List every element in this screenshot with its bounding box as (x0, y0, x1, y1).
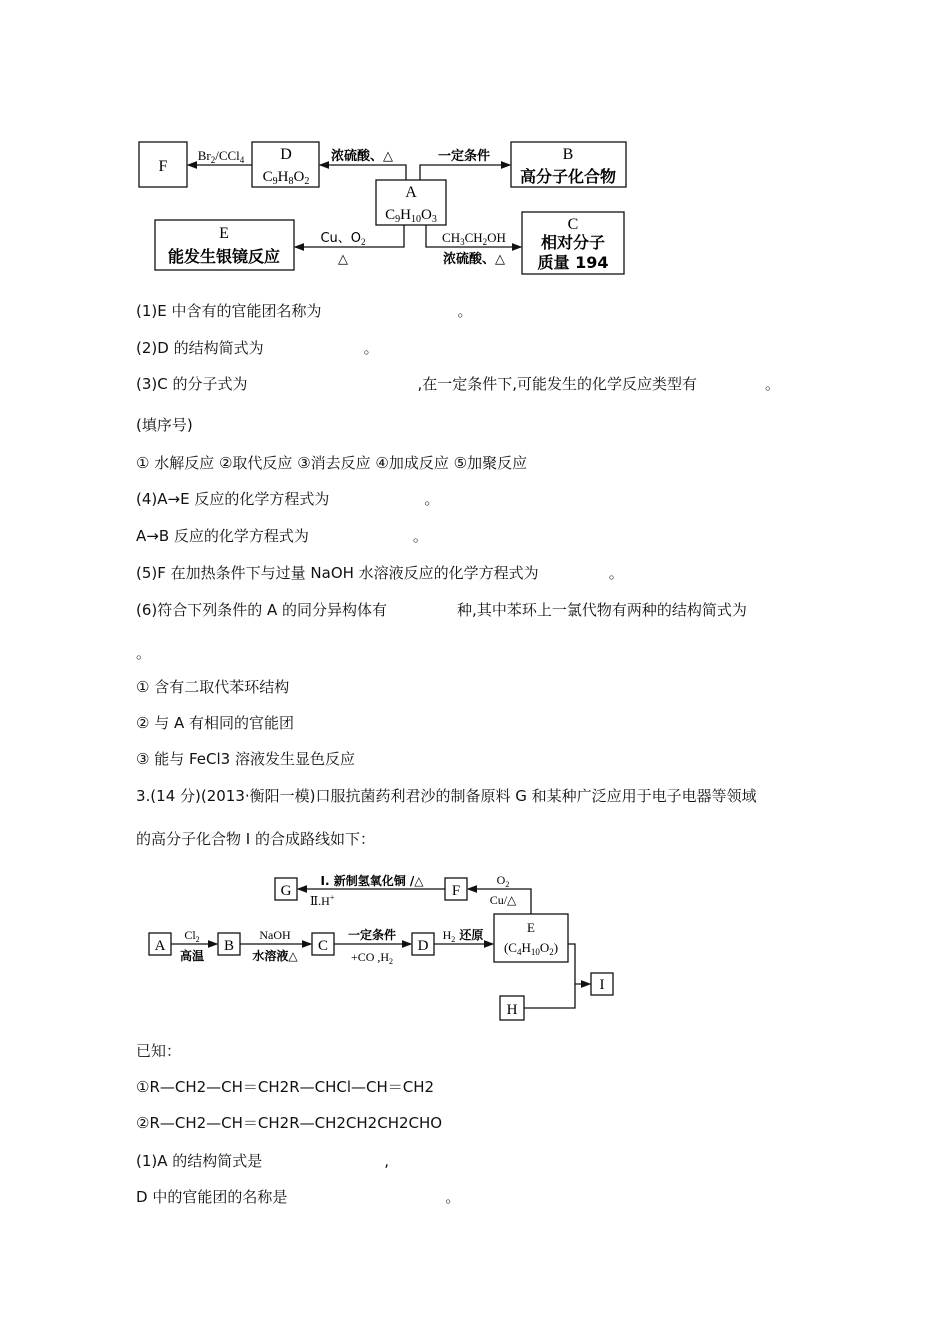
desc-B: 高分子化合物 (519, 167, 617, 186)
q2-4b-end: 。 (412, 527, 428, 545)
question-3-intro-1: 3.(14 分)(2013·衡阳一模)口服抗菌药利君沙的制备原料 G 和某种广泛应用于电子电器等领域 (136, 787, 757, 805)
q2-2-end: 。 (363, 339, 379, 357)
q3-1-text: (1)A 的结构简式是 (136, 1152, 263, 1170)
question-2-2 (136, 338, 379, 358)
arrow-label-AE-top: Cu、$O_2$ (320, 231, 366, 247)
known-1: ①R—CH2—CH＝CH2R—CHCl—CH＝CH2 (136, 1078, 435, 1096)
question-2-3-note: (填序号) (136, 416, 193, 434)
question-2-4a (136, 489, 439, 509)
label2-A: A (154, 938, 166, 954)
desc-E: 能发生银镜反应 (167, 247, 281, 266)
question-2-4b (136, 526, 428, 546)
condition-3: ③ 能与 FeCl3 溶液发生显色反应 (136, 750, 355, 768)
label2-E: E (527, 920, 535, 935)
arrow2-label-CD-bottom: +CO $,H_2$ (350, 950, 394, 966)
label-D: D (280, 146, 292, 163)
label2-F: F (451, 883, 461, 899)
q2-6-mid: 种,其中苯环上一氯代物有两种的结构简式为 (457, 601, 747, 619)
q2-3-end: 。 (765, 375, 781, 393)
q2-5-text: (5)F 在加热条件下与过量 NaOH 水溶液反应的化学方程式为 (136, 564, 539, 582)
arrow-label-DF: $Br_2/CCl_4$ (197, 148, 245, 165)
question-3-1 (136, 1151, 389, 1171)
q3-1-end: , (384, 1152, 390, 1170)
q2-6-text: (6)符合下列条件的 A 的同分异构体有 (136, 601, 388, 619)
arrow-label-AE-bottom: △ (338, 251, 348, 266)
arrow2-label-BC-top: NaOH (259, 928, 291, 942)
arrow2-label-AB-top: $Cl_2$ (184, 928, 200, 944)
arrow2-label-BC-bottom: 水溶液△ (252, 949, 298, 963)
arrow2-label-AB-bottom: 高温 (179, 949, 205, 963)
formula-D: $C_9H_8O_2$ (262, 169, 310, 187)
question-2-1 (136, 301, 473, 321)
q2-4b-text: A→B 反应的化学方程式为 (136, 527, 309, 545)
desc-C-2: 质量 194 (537, 253, 609, 272)
question-2-3 (136, 374, 780, 394)
arrow2-label-FG-top: Ⅰ. 新制氢氧化铜 /△ (320, 874, 424, 888)
label-A: A (405, 184, 417, 201)
arrow-label-AC-top: $CH_3CH_2OH$ (442, 230, 506, 247)
reaction-diagram-1 (0, 0, 950, 290)
formula2-E: $(C_4H_{10}O_2)$ (503, 940, 559, 957)
label-E: E (219, 225, 229, 242)
arrow-label-AB: 一定条件 (437, 149, 491, 164)
question-3-1b (136, 1187, 460, 1207)
question-2-6 (136, 600, 747, 620)
arrow2-label-CD-top: 一定条件 (347, 928, 397, 942)
q2-5-end: 。 (608, 564, 624, 582)
arrow2-label-DE-top: $H_2$ 还原 (442, 928, 484, 944)
q3-1b-text: D 中的官能团的名称是 (136, 1188, 288, 1206)
label-C: C (567, 216, 579, 233)
label2-I: I (599, 977, 605, 993)
arrow2-label-FG-bottom: Ⅱ.H+ (310, 893, 335, 908)
arrow-label-AD: 浓硫酸、△ (331, 149, 393, 164)
question-3-intro-2: 的高分子化合物 I 的合成路线如下： (136, 830, 375, 848)
q2-3-mid: ,在一定条件下,可能发生的化学反应类型有 (417, 375, 698, 393)
formula-A: $C_9H_{10}O_3$ (385, 207, 437, 225)
q2-2-text: (2)D 的结构简式为 (136, 339, 264, 357)
condition-1: ① 含有二取代苯环结构 (136, 678, 290, 696)
arrow2-label-EF-top: $O_2$ (496, 873, 510, 889)
label2-H: H (506, 1002, 518, 1018)
question-2-5 (136, 563, 624, 583)
arrow-label-AC-bottom: 浓硫酸、△ (443, 252, 505, 267)
label2-C: C (317, 938, 329, 954)
condition-2: ② 与 A 有相同的官能团 (136, 714, 295, 732)
label-F: F (158, 158, 168, 175)
q2-4a-end: 。 (424, 490, 440, 508)
label-B: B (562, 146, 574, 163)
arrow2-label-EF-bottom: Cu/△ (489, 893, 517, 907)
q3-1b-end: 。 (445, 1188, 461, 1206)
q2-3-text: (3)C 的分子式为 (136, 375, 248, 393)
label2-G: G (280, 883, 292, 899)
known-2: ②R—CH2—CH＝CH2R—CH2CH2CH2CHO (136, 1114, 443, 1132)
label2-B: B (223, 938, 235, 954)
known-title: 已知： (136, 1042, 182, 1060)
label2-D: D (417, 938, 429, 954)
q2-1-text: (1)E 中含有的官能团名称为 (136, 302, 322, 320)
q2-4a-text: (4)A→E 反应的化学方程式为 (136, 490, 330, 508)
reaction-diagram-2 (0, 860, 950, 1030)
q2-1-end: 。 (457, 302, 473, 320)
desc-C-1: 相对分子 (540, 233, 606, 252)
question-2-6-end: 。 (136, 644, 152, 662)
question-2-3-options: ① 水解反应 ②取代反应 ③消去反应 ④加成反应 ⑤加聚反应 (136, 454, 528, 472)
